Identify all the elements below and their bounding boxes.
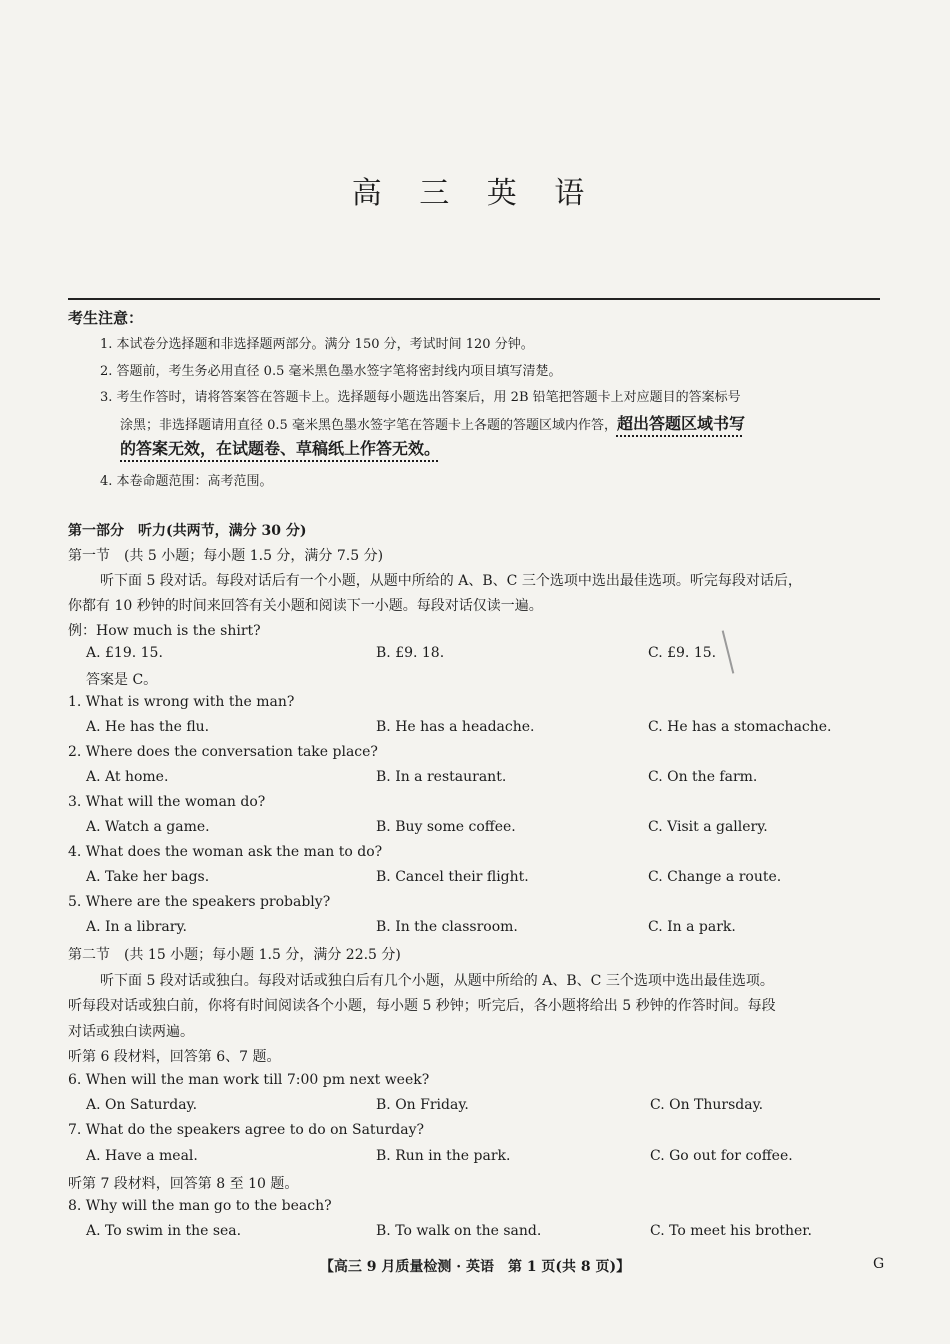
q6-option-c: C. On Thursday. [650, 1097, 764, 1113]
notice-heading: 考生注意： [68, 309, 144, 327]
q1-option-c: C. He has a stomachache. [648, 719, 832, 735]
q3-option-b: B. Buy some coffee. [376, 819, 516, 835]
q1-option-a: A. He has the flu. [86, 719, 210, 735]
q2-option-c: C. On the farm. [648, 769, 758, 785]
q4-option-c: C. Change a route. [648, 869, 782, 885]
footer-version-mark: G [873, 1256, 885, 1272]
example-option-c: C. £9. 15. [648, 645, 717, 661]
pencil-mark [722, 630, 735, 673]
divider [68, 298, 880, 300]
question-8: 8. Why will the man go to the beach? [68, 1198, 332, 1214]
question-7: 7. What do the speakers agree to do on Saturday? [68, 1122, 424, 1138]
notice-item-3-text: 涂黑；非选择题请用直径 0.5 毫米黑色墨水签字笔在答题卡上各题的答题区域内作答， [120, 418, 617, 433]
q3-option-c: C. Visit a gallery. [648, 819, 768, 835]
material-6-heading: 听第 6 段材料，回答第 6、7 题。 [68, 1049, 281, 1065]
notice-emphasis-1: 超出答题区域书写 [616, 414, 745, 433]
q2-option-a: A. At home. [86, 769, 169, 785]
question-1: 1. What is wrong with the man? [68, 694, 295, 710]
q8-option-a: A. To swim in the sea. [86, 1223, 242, 1239]
material-7-heading: 听第 7 段材料，回答第 8 至 10 题。 [68, 1176, 299, 1192]
q5-option-a: A. In a library. [86, 919, 187, 935]
notice-item-3: 3. 考生作答时，请将答案答在答题卡上。选择题每小题选出答案后，用 2B 铅笔把答题卡上对应题目的答案标号 [100, 390, 741, 405]
section1-heading: 第一节 (共 5 小题；每小题 1.5 分，满分 7.5 分) [68, 548, 384, 564]
question-3: 3. What will the woman do? [68, 794, 266, 810]
example-option-b: B. £9. 18. [376, 645, 445, 661]
notice-item-4: 4. 本卷命题范围：高考范围。 [100, 474, 273, 489]
q6-option-a: A. On Saturday. [86, 1097, 198, 1113]
example-answer: 答案是 C。 [86, 672, 158, 688]
section2-instruction-3: 对话或独白读两遍。 [68, 1024, 194, 1040]
q7-option-b: B. Run in the park. [376, 1148, 511, 1164]
question-2: 2. Where does the conversation take place? [68, 744, 378, 760]
q8-option-c: C. To meet his brother. [650, 1223, 812, 1239]
example-option-a: A. £19. 15. [86, 645, 163, 661]
q7-option-a: A. Have a meal. [86, 1148, 198, 1164]
q8-option-b: B. To walk on the sand. [376, 1223, 542, 1239]
question-6: 6. When will the man work till 7:00 pm next week? [68, 1072, 430, 1088]
q4-option-b: B. Cancel their flight. [376, 869, 529, 885]
notice-item-1: 1. 本试卷分选择题和非选择题两部分。满分 150 分，考试时间 120 分钟。 [100, 337, 534, 352]
notice-item-2: 2. 答题前，考生务必用直径 0.5 毫米黑色墨水签字笔将密封线内项目填写清楚。 [100, 364, 562, 379]
q6-option-b: B. On Friday. [376, 1097, 469, 1113]
section2-instruction-1: 听下面 5 段对话或独白。每段对话或独白后有几个小题，从题中所给的 A、B、C 三个选项中选出最佳选项。 [100, 973, 774, 989]
part-heading: 第一部分 听力(共两节，满分 30 分) [68, 523, 307, 539]
q2-option-b: B. In a restaurant. [376, 769, 507, 785]
section1-instruction-2: 你都有 10 秒钟的时间来回答有关小题和阅读下一小题。每段对话仅读一遍。 [68, 598, 543, 614]
page-title: 高 三 英 语 [351, 176, 599, 211]
page-footer: 【高三 9 月质量检测 · 英语 第 1 页(共 8 页)】 [319, 1259, 631, 1275]
q7-option-c: C. Go out for coffee. [650, 1148, 793, 1164]
question-5: 5. Where are the speakers probably? [68, 894, 331, 910]
q1-option-b: B. He has a headache. [376, 719, 535, 735]
notice-item-3-cont [120, 411, 745, 434]
section2-heading: 第二节 (共 15 小题；每小题 1.5 分，满分 22.5 分) [68, 947, 401, 963]
q5-option-c: C. In a park. [648, 919, 736, 935]
notice-emphasis-2-line [120, 436, 440, 459]
q5-option-b: B. In the classroom. [376, 919, 518, 935]
q3-option-a: A. Watch a game. [86, 819, 210, 835]
section1-instruction-1: 听下面 5 段对话。每段对话后有一个小题，从题中所给的 A、B、C 三个选项中选出最佳选项。听完每段对话后， [100, 573, 802, 589]
q4-option-a: A. Take her bags. [86, 869, 210, 885]
section2-instruction-2: 听每段对话或独白前，你将有时间阅读各个小题，每小题 5 秒钟；听完后，各小题将给出 5 秒钟的作答时间。每段 [68, 998, 776, 1014]
example-question: 例：How much is the shirt? [68, 623, 261, 639]
question-4: 4. What does the woman ask the man to do? [68, 844, 383, 860]
notice-emphasis-2: 的答案无效，在试题卷、草稿纸上作答无效。 [120, 439, 441, 458]
